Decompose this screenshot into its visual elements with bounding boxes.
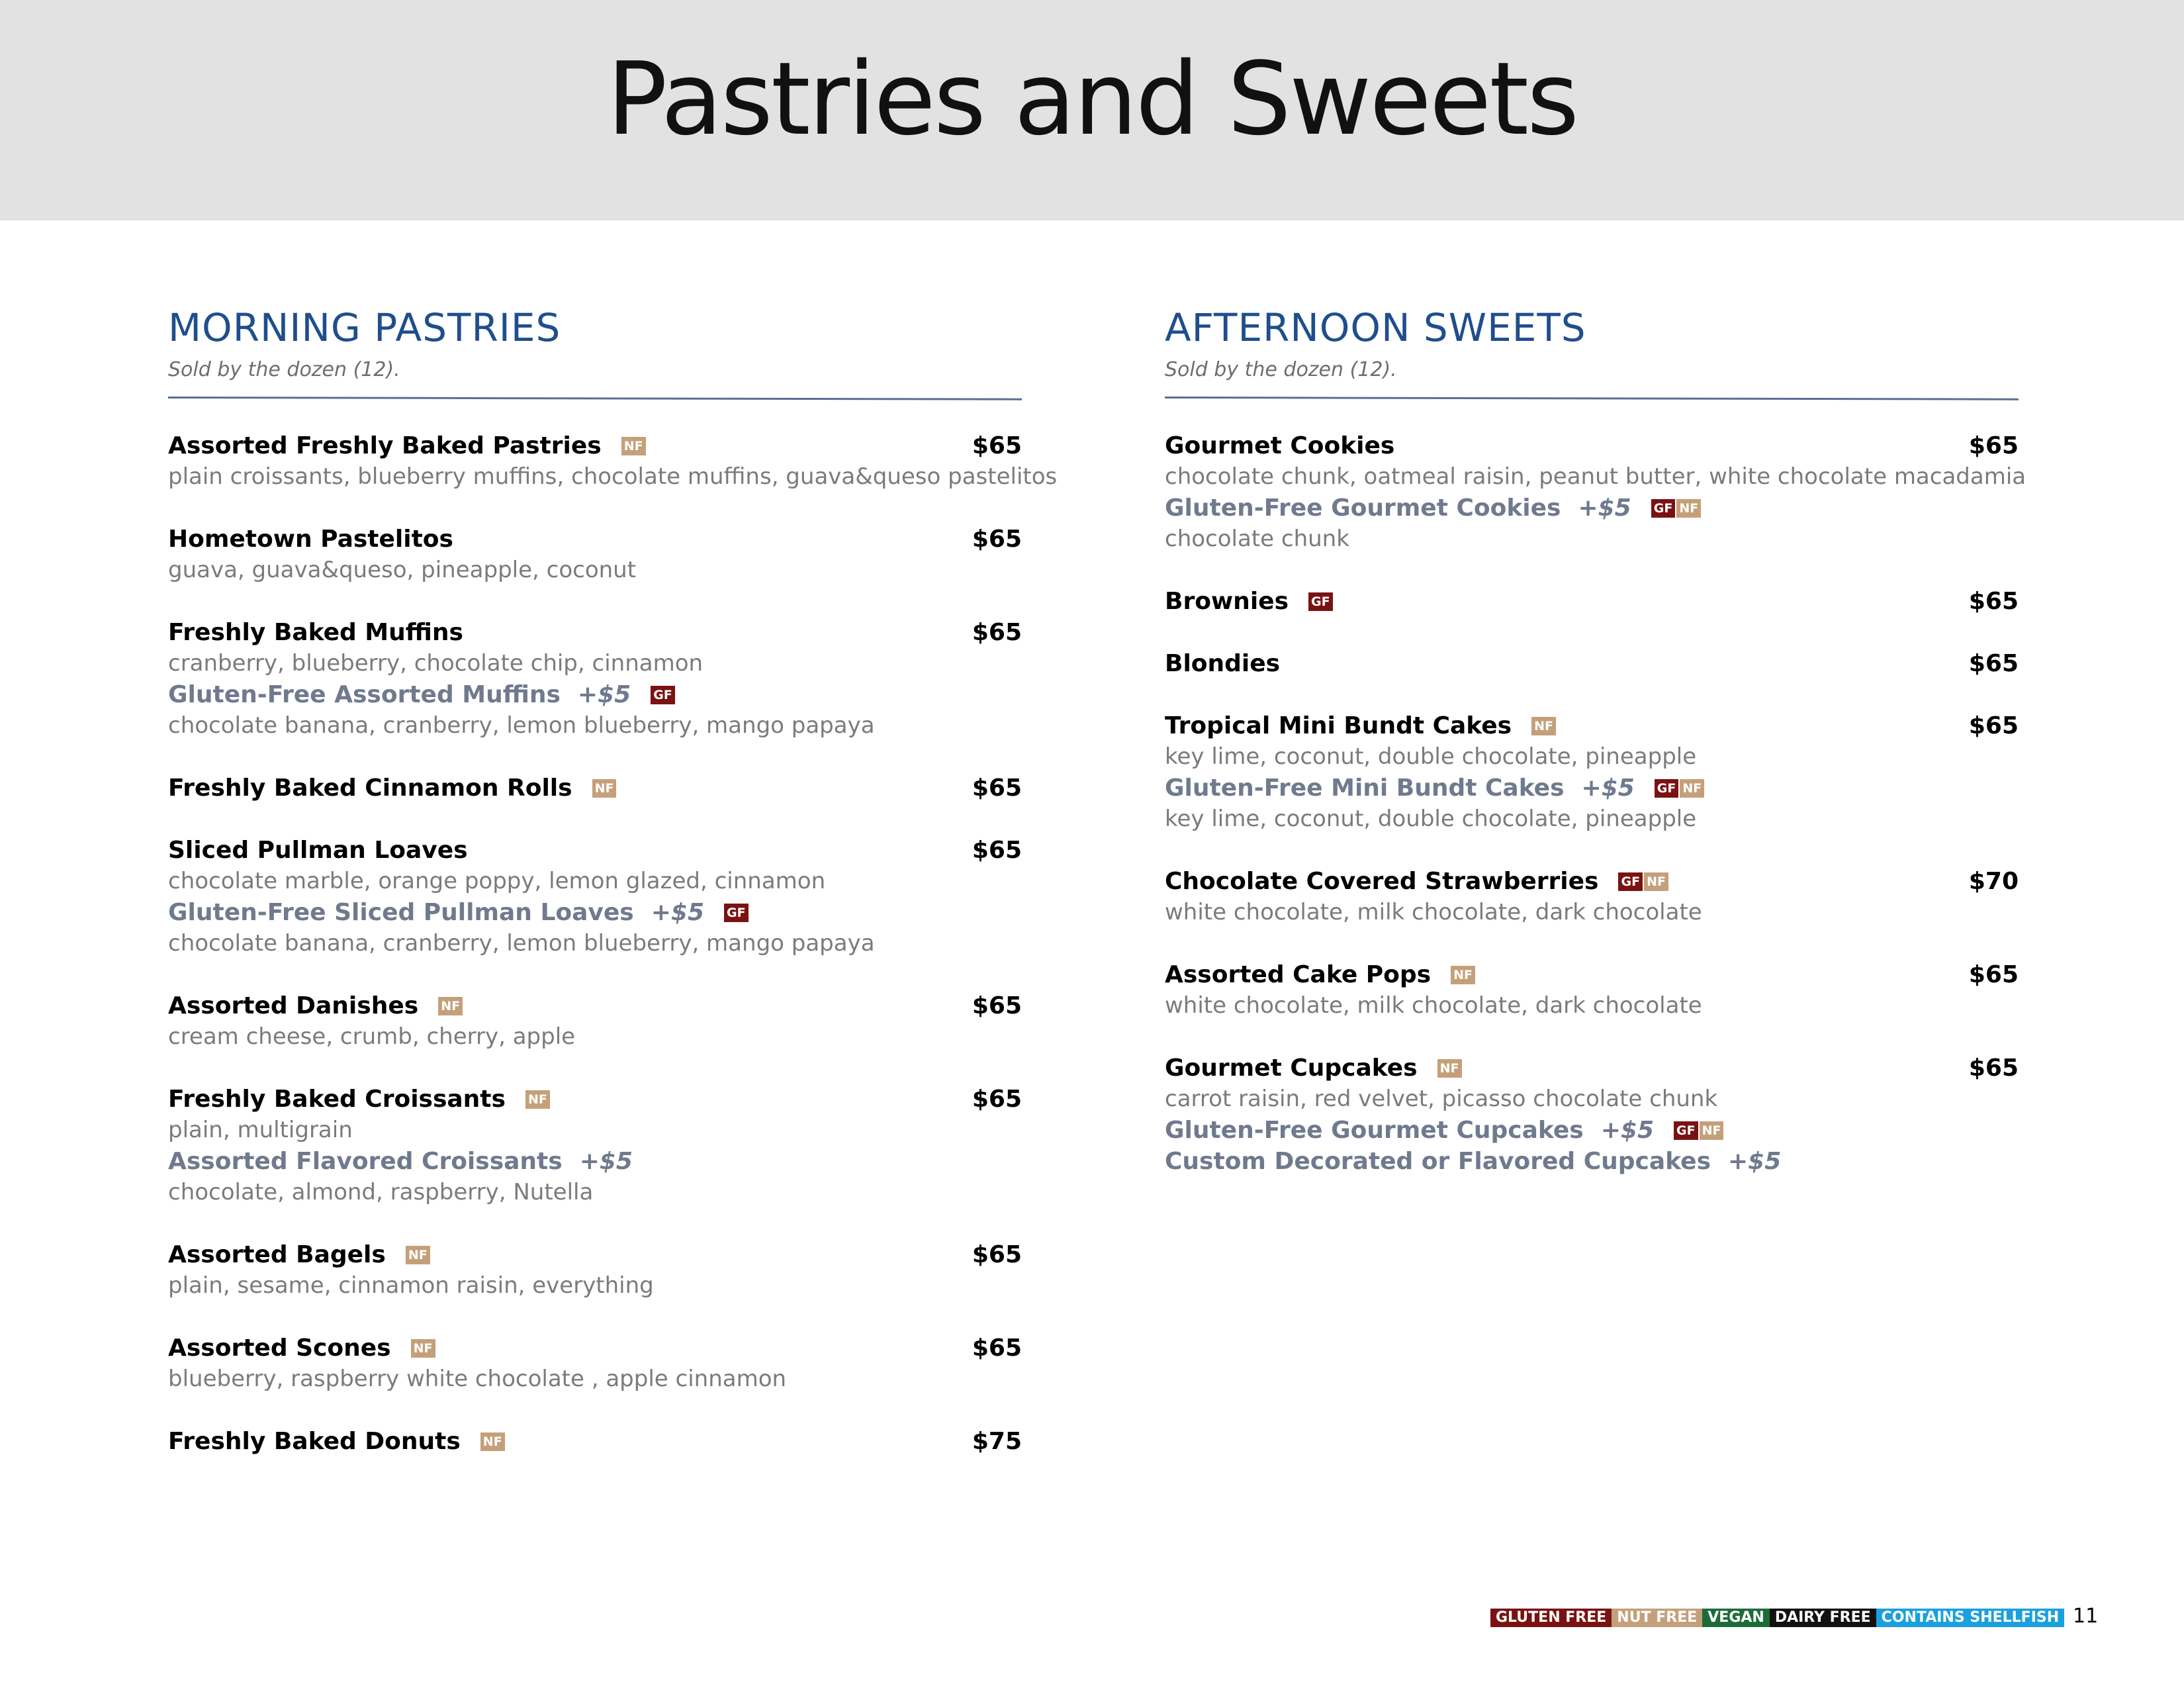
item-name: Assorted Scones xyxy=(168,1335,391,1362)
item-description: guava, guava&queso, pineapple, coconut xyxy=(168,557,637,583)
legend-dairy-free: DAIRY FREE xyxy=(1770,1609,1876,1627)
section-divider xyxy=(1165,397,2019,400)
item-price: $65 xyxy=(1968,650,2019,677)
variant-description: chocolate, almond, raspberry, Nutella xyxy=(168,1179,594,1205)
nut-free-tag: NF xyxy=(1676,499,1701,518)
gluten-free-tag: GF xyxy=(1618,872,1643,891)
item-name: Freshly Baked Donuts xyxy=(168,1428,461,1455)
gluten-free-tag: GF xyxy=(1651,499,1676,518)
item-price: $65 xyxy=(1968,712,2019,739)
legend-contains-shellfish: CONTAINS SHELLFISH xyxy=(1876,1609,2064,1627)
item-name: Assorted Bagels xyxy=(168,1241,386,1268)
nut-free-tag: NF xyxy=(480,1432,505,1451)
variant-name: Custom Decorated or Flavored Cupcakes xyxy=(1165,1148,1711,1175)
item-price: $70 xyxy=(1968,868,2019,895)
morning-pastries-section xyxy=(168,301,1058,1488)
nut-free-tag: NF xyxy=(592,779,617,798)
section-title: AFTERNOON SWEETS xyxy=(1165,305,1586,350)
variant-upcharge: +$5 xyxy=(579,1148,633,1175)
item-description: white chocolate, milk chocolate, dark chocolate xyxy=(1165,992,1702,1019)
section-note: Sold by the dozen (12). xyxy=(1165,358,1397,381)
menu-item xyxy=(1165,710,2019,835)
item-name: Chocolate Covered Strawberries xyxy=(1165,868,1599,895)
gluten-free-tag: GF xyxy=(1674,1121,1698,1140)
item-name: Blondies xyxy=(1165,650,1281,677)
nut-free-tag: NF xyxy=(1437,1059,1462,1078)
afternoon-sweets-section xyxy=(1165,301,2026,1208)
diet-tags xyxy=(621,437,646,455)
nut-free-tag: NF xyxy=(1700,1121,1724,1140)
variant-upcharge: +$5 xyxy=(577,681,631,708)
diet-tags xyxy=(406,1246,430,1264)
menu-item xyxy=(168,430,1058,492)
item-name: Freshly Baked Cinnamon Rolls xyxy=(168,774,572,802)
item-description: carrot raisin, red velvet, picasso chocolate chunk xyxy=(1165,1086,1718,1112)
nut-free-tag: NF xyxy=(438,997,463,1015)
diet-tags xyxy=(525,1090,550,1109)
menu-item xyxy=(1165,648,2019,679)
item-description: key lime, coconut, double chocolate, pineapple xyxy=(1165,743,1697,770)
item-description: cranberry, blueberry, chocolate chip, cinnamon xyxy=(168,650,704,677)
variant-upcharge: +$5 xyxy=(651,899,704,926)
item-name: Assorted Freshly Baked Pastries xyxy=(168,432,602,459)
diet-tags xyxy=(724,904,749,922)
nut-free-tag: NF xyxy=(621,437,646,455)
nut-free-tag: NF xyxy=(1644,872,1668,891)
nut-free-tag: NF xyxy=(525,1090,550,1109)
item-name: Gourmet Cupcakes xyxy=(1165,1055,1418,1082)
variant-upcharge: +$5 xyxy=(1578,494,1631,522)
diet-tags xyxy=(1451,966,1475,984)
nut-free-tag: NF xyxy=(1451,966,1475,984)
diet-tags xyxy=(1618,872,1668,891)
menu-list xyxy=(1165,430,2026,1177)
item-price: $65 xyxy=(1968,432,2019,459)
diet-tags xyxy=(1437,1059,1462,1078)
menu-item xyxy=(1165,430,2026,555)
variant-name: Gluten-Free Sliced Pullman Loaves xyxy=(168,899,634,926)
nut-free-tag: NF xyxy=(1531,717,1556,735)
diet-tags xyxy=(651,686,675,704)
menu-list xyxy=(168,430,1058,1457)
diet-tags xyxy=(1655,779,1704,798)
gluten-free-tag: GF xyxy=(651,686,675,704)
gluten-free-tag: GF xyxy=(1655,779,1679,798)
gluten-free-tag: GF xyxy=(1308,592,1333,611)
menu-item xyxy=(1165,866,2019,928)
legend-vegan: VEGAN xyxy=(1702,1609,1770,1627)
diet-tags xyxy=(1531,717,1556,735)
item-price: $65 xyxy=(972,526,1022,553)
item-description: white chocolate, milk chocolate, dark chocolate xyxy=(1165,899,1702,925)
menu-item xyxy=(168,835,1022,959)
gluten-free-tag: GF xyxy=(724,904,749,922)
variant-name: Gluten-Free Gourmet Cupcakes xyxy=(1165,1117,1584,1144)
item-price: $75 xyxy=(972,1428,1022,1455)
item-name: Hometown Pastelitos xyxy=(168,526,453,553)
variant-description: chocolate banana, cranberry, lemon blueberry, mango papaya xyxy=(168,930,875,957)
item-name: Sliced Pullman Loaves xyxy=(168,837,468,864)
dietary-legend xyxy=(1490,1609,2064,1627)
header-banner xyxy=(0,0,2184,220)
page-number: 11 xyxy=(2073,1605,2099,1628)
variant-upcharge: +$5 xyxy=(1728,1148,1782,1175)
item-price: $65 xyxy=(972,432,1022,459)
nut-free-tag: NF xyxy=(406,1246,430,1264)
item-name: Tropical Mini Bundt Cakes xyxy=(1165,712,1512,739)
menu-item xyxy=(168,1084,1022,1208)
item-description: plain croissants, blueberry muffins, chocolate muffins, guava&queso pastelitos xyxy=(168,463,1058,490)
diet-tags xyxy=(1308,592,1333,611)
diet-tags xyxy=(1651,499,1701,518)
legend-nut-free: NUT FREE xyxy=(1612,1609,1702,1627)
nut-free-tag: NF xyxy=(411,1339,435,1358)
nut-free-tag: NF xyxy=(1680,779,1704,798)
diet-tags xyxy=(1674,1121,1723,1140)
item-price: $65 xyxy=(1968,961,2019,988)
item-description: chocolate marble, orange poppy, lemon glazed, cinnamon xyxy=(168,868,826,894)
item-name: Assorted Danishes xyxy=(168,992,419,1019)
item-price: $65 xyxy=(1968,588,2019,615)
menu-item xyxy=(168,1239,1022,1301)
page-title: Pastries and Sweets xyxy=(606,40,1578,158)
variant-description: key lime, coconut, double chocolate, pineapple xyxy=(1165,806,1697,832)
diet-tags xyxy=(438,997,463,1015)
variant-description: chocolate chunk xyxy=(1165,526,1349,552)
variant-description: chocolate banana, cranberry, lemon blueberry, mango papaya xyxy=(168,712,875,739)
item-description: plain, sesame, cinnamon raisin, everything xyxy=(168,1272,654,1299)
item-description: plain, multigrain xyxy=(168,1117,353,1143)
legend-gluten-free: GLUTEN FREE xyxy=(1490,1609,1612,1627)
variant-name: Gluten-Free Gourmet Cookies xyxy=(1165,494,1561,522)
variant-upcharge: +$5 xyxy=(1581,774,1635,802)
section-divider xyxy=(168,397,1022,400)
item-description: cream cheese, crumb, cherry, apple xyxy=(168,1023,576,1050)
menu-item xyxy=(168,617,1022,741)
item-price: $65 xyxy=(972,837,1022,864)
diet-tags xyxy=(480,1432,505,1451)
menu-item xyxy=(1165,1053,2019,1177)
menu-item xyxy=(1165,586,2019,617)
menu-item xyxy=(168,1426,1022,1457)
section-title: MORNING PASTRIES xyxy=(168,305,561,350)
variant-upcharge: +$5 xyxy=(1600,1117,1654,1144)
variant-name: Gluten-Free Mini Bundt Cakes xyxy=(1165,774,1565,802)
section-note: Sold by the dozen (12). xyxy=(168,358,400,381)
menu-item xyxy=(168,1333,1022,1395)
item-price: $65 xyxy=(972,1241,1022,1268)
diet-tags xyxy=(592,779,617,798)
menu-item xyxy=(1165,959,2019,1021)
item-price: $65 xyxy=(972,619,1022,646)
item-price: $65 xyxy=(972,1086,1022,1113)
item-name: Assorted Cake Pops xyxy=(1165,961,1432,988)
item-name: Gourmet Cookies xyxy=(1165,432,1395,459)
variant-name: Gluten-Free Assorted Muffins xyxy=(168,681,561,708)
item-price: $65 xyxy=(972,1335,1022,1362)
menu-item xyxy=(168,524,1022,586)
item-description: blueberry, raspberry white chocolate , apple cinnamon xyxy=(168,1366,787,1392)
item-price: $65 xyxy=(972,774,1022,802)
item-name: Brownies xyxy=(1165,588,1289,615)
item-description: chocolate chunk, oatmeal raisin, peanut butter, white chocolate macadamia xyxy=(1165,463,2026,490)
item-name: Freshly Baked Croissants xyxy=(168,1086,506,1113)
menu-item xyxy=(168,990,1022,1053)
item-name: Freshly Baked Muffins xyxy=(168,619,463,646)
diet-tags xyxy=(411,1339,435,1358)
item-price: $65 xyxy=(1968,1055,2019,1082)
item-price: $65 xyxy=(972,992,1022,1019)
variant-name: Assorted Flavored Croissants xyxy=(168,1148,563,1175)
menu-item xyxy=(168,773,1022,804)
